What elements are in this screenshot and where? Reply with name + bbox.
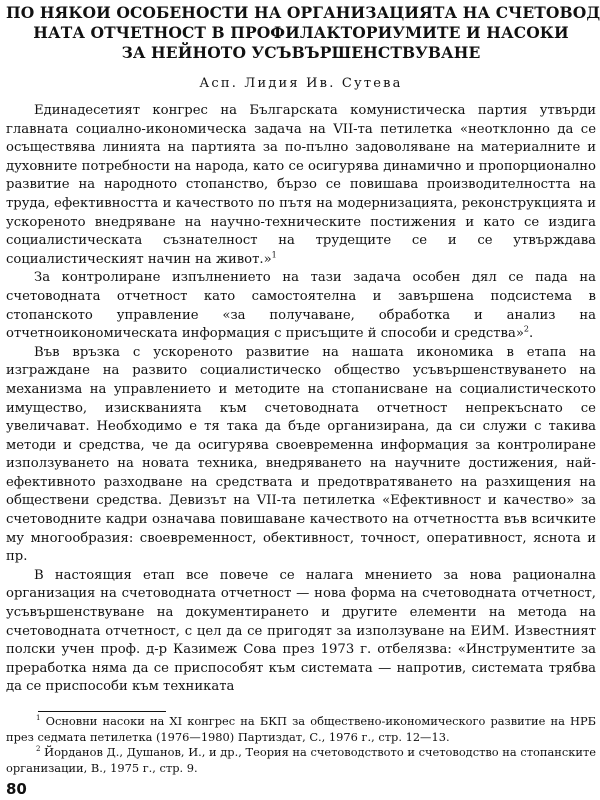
paragraph-text: За контролиране изпълнението на тази задача особен дял се пада на счетоводната отчетност като самостоятелна и завършена подсистема в стопанското управление «за получаване, обработка и анализ на отчетноикономическата информация с присъщите й способи и средства» bbox=[6, 270, 596, 342]
paragraph-text: Във връзка с ускореното развитие на нашата икономика в етапа на изграждане на развито социалистическо общество усъвършенствуването на механизма на управлението и методите на стопанисване на социалистическото имущество, изискванията към счетоводната отчетност непрекъснато се увеличават. Необходимо е тя така да бъде организирана, да си служи с такива методи и средства, че да осигурява своевременна информация за контролиране използуването на новата техника, внедряването на научните достижения, най-ефективното разходване на средствата и предотвратяването на разхищения на обществени средства. Девизът на VII-та петилетка «Ефективност и качество» за счетоводните кадри означава повишаване качеството на отчетността във всичките му многообразия: своевременност, обективност, точност, оперативност, яснота и пр. bbox=[6, 344, 596, 565]
footnote-mark: 2 bbox=[36, 745, 41, 754]
footnote-text: Основни насоки на XI конгрес на БКП за обществено-икономического развитие на НРБ през седмата петилетка (1976—1980) Партиздат, С., 1976 г., стр. 12—13. bbox=[6, 714, 596, 744]
footnote-text: Йорданов Д., Душанов, И., и др., Теория на счетоводството и счетоводство на стопанските организации, В., 1975 г., стр. 9. bbox=[6, 745, 596, 775]
article-title bbox=[6, 3, 600, 63]
body-paragraph bbox=[6, 102, 596, 269]
body-paragraph bbox=[6, 269, 596, 343]
title-line: ПО НЯКОИ ОСОБЕНОСТИ НА ОРГАНИЗАЦИЯТА НА СЧЕТОВОД bbox=[6, 3, 600, 22]
footnote bbox=[6, 745, 596, 776]
footnote-divider bbox=[38, 711, 166, 712]
body-paragraph bbox=[6, 567, 596, 697]
paragraph-text: Единадесетият конгрес на Българската комунистическа партия утвърди главната социално-икономическа задача на VII-та петилетка «неотклонно да се осъществява линията на партията за по-пълно задоволяване на материалните и духовните потребности на народа, като се осигурява динамично и пропорционално развитие на народното стопанство, бързо се повишава производителността на труда, ефективността и качеството по пътя на модернизацията, реконструкцията и ускореното внедряване на научно-техническите постижения и като се издига социалистическата съзнателност на трудещите се и се утвърждава социалистическият начин на живот.» bbox=[6, 103, 596, 267]
footnote bbox=[6, 714, 596, 745]
footnote-reference: 2 bbox=[523, 324, 529, 334]
author-line: Асп. Лидия Ив. Сутева bbox=[199, 76, 403, 91]
paragraph-text: В настоящия етап все повече се налага мнението за нова рационална организация на счетоводната отчетност — нова форма на счетоводната отчетност, усъвършенствуване на документирането и другите елементи на метода на счетоводната отчетност, с цел да се пригодят за използуване на ЕИМ. Известният полски учен проф. д-р Казимеж Сова през 1973 г. отбелязва: «Инструментите за преработка няма да се приспособят към системата — напротив, системата трябва да се приспособи към техниката bbox=[6, 567, 596, 695]
paragraph-text-end: . bbox=[529, 326, 534, 342]
body-paragraph bbox=[6, 344, 596, 567]
footnotes bbox=[6, 714, 596, 776]
title-line: ЗА НЕЙНОТО УСЪВЪРШЕНСТВУВАНЕ bbox=[121, 43, 481, 62]
footnote-reference: 1 bbox=[271, 250, 277, 260]
article-body bbox=[6, 102, 596, 697]
footnote-mark: 1 bbox=[36, 714, 41, 723]
title-line: НАТА ОТЧЕТНОСТ В ПРОФИЛАКТОРИУМИТЕ И НАСОКИ bbox=[33, 23, 569, 42]
page-number: 80 bbox=[6, 780, 27, 798]
